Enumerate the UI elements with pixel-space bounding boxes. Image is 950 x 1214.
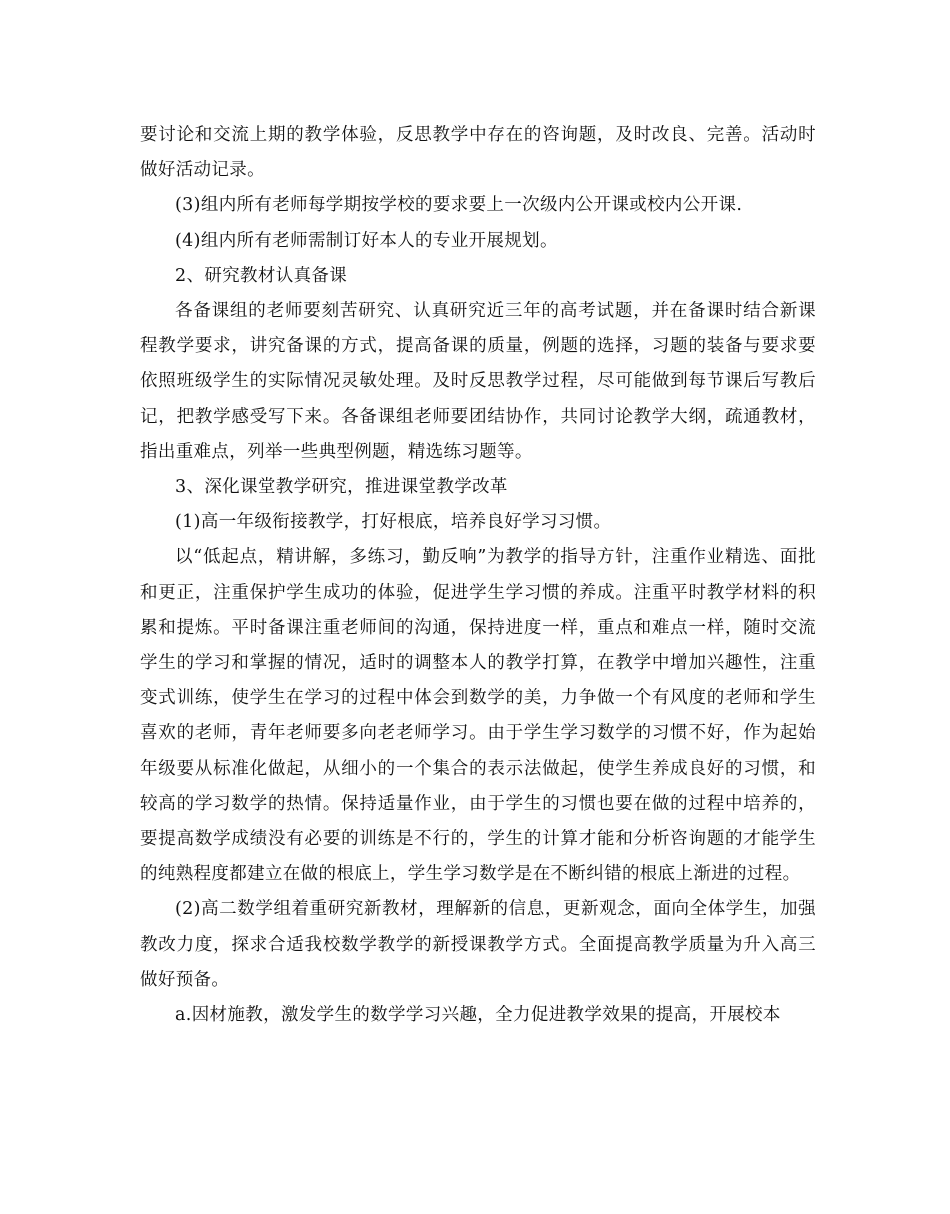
paragraph-continuation: 要讨论和交流上期的教学体验，反思教学中存在的咨询题，及时改良、完善。活动时做好活动记录。 — [140, 125, 816, 181]
paragraph-item-3: (3)组内所有老师每学期按学校的要求要上一次级内公开课或校内公开课. — [175, 195, 743, 216]
subsection-grade-1: (1)高一年级衔接教学，打好根底，培养良好学习习惯。 — [175, 512, 612, 533]
subsection-grade-2: (2)高二数学组着重研究新教材，理解新的信息，更新观念，面向全体学生，加强教改力度，探求合适我校数学教学的新授课教学方式。全面提高教学质量为升入高三做好预备。 — [140, 899, 816, 990]
paragraph-item-a: a.因材施教，激发学生的数学学习兴趣，全力促进教学效果的提高，开展校本 — [175, 1005, 781, 1026]
document-body — [140, 118, 816, 1033]
paragraph-lesson-prep: 各备课组的老师要刻苦研究、认真研究近三年的高考试题，并在备课时结合新课程教学要求，讲究备课的方式，提高备课的质量，例题的选择，习题的装备与要求要依照班级学生的实际情况灵敏处理。及时反思教学过程，尽可能做到每节课后写教后记，把教学感受写下来。各备课组老师要团结协作，共同讨论教学大纲，疏通教材，指出重难点，列举一些典型例题，精选练习题等。 — [140, 301, 816, 462]
paragraph-grade-1-detail: 以“低起点，精讲解，多练习，勤反响”为教学的指导方针，注重作业精选、面批和更正，注重保护学生成功的体验，促进学生学习惯的养成。注重平时教学材料的积累和提炼。平时备课注重老师间的沟通，保持进度一样，重点和难点一样，随时交流学生的学习和掌握的情况，适时的调整本人的教学打算，在教学中增加兴趣性，注重变式训练，使学生在学习的过程中体会到数学的美，力争做一个有风度的老师和学生喜欢的老师，青年老师要多向老老师学习。由于学生学习数学的习惯不好，作为起始年级要从标准化做起，从细小的一个集合的表示法做起，使学生养成良好的习惯，和较高的学习数学的热情。保持适量作业，由于学生的习惯也要在做的过程中培养的，要提高数学成绩没有必要的训练是不行的，学生的计算才能和分析咨询题的才能学生的纯熟程度都建立在做的根底上，学生学习数学是在不断纠错的根底上渐进的过程。 — [140, 547, 816, 885]
section-heading-2: 2、研究教材认真备课 — [175, 265, 348, 286]
section-heading-3: 3、深化课堂教学研究，推进课堂教学改革 — [175, 477, 508, 498]
paragraph-item-4: (4)组内所有老师需制订好本人的专业开展规划。 — [175, 230, 558, 251]
